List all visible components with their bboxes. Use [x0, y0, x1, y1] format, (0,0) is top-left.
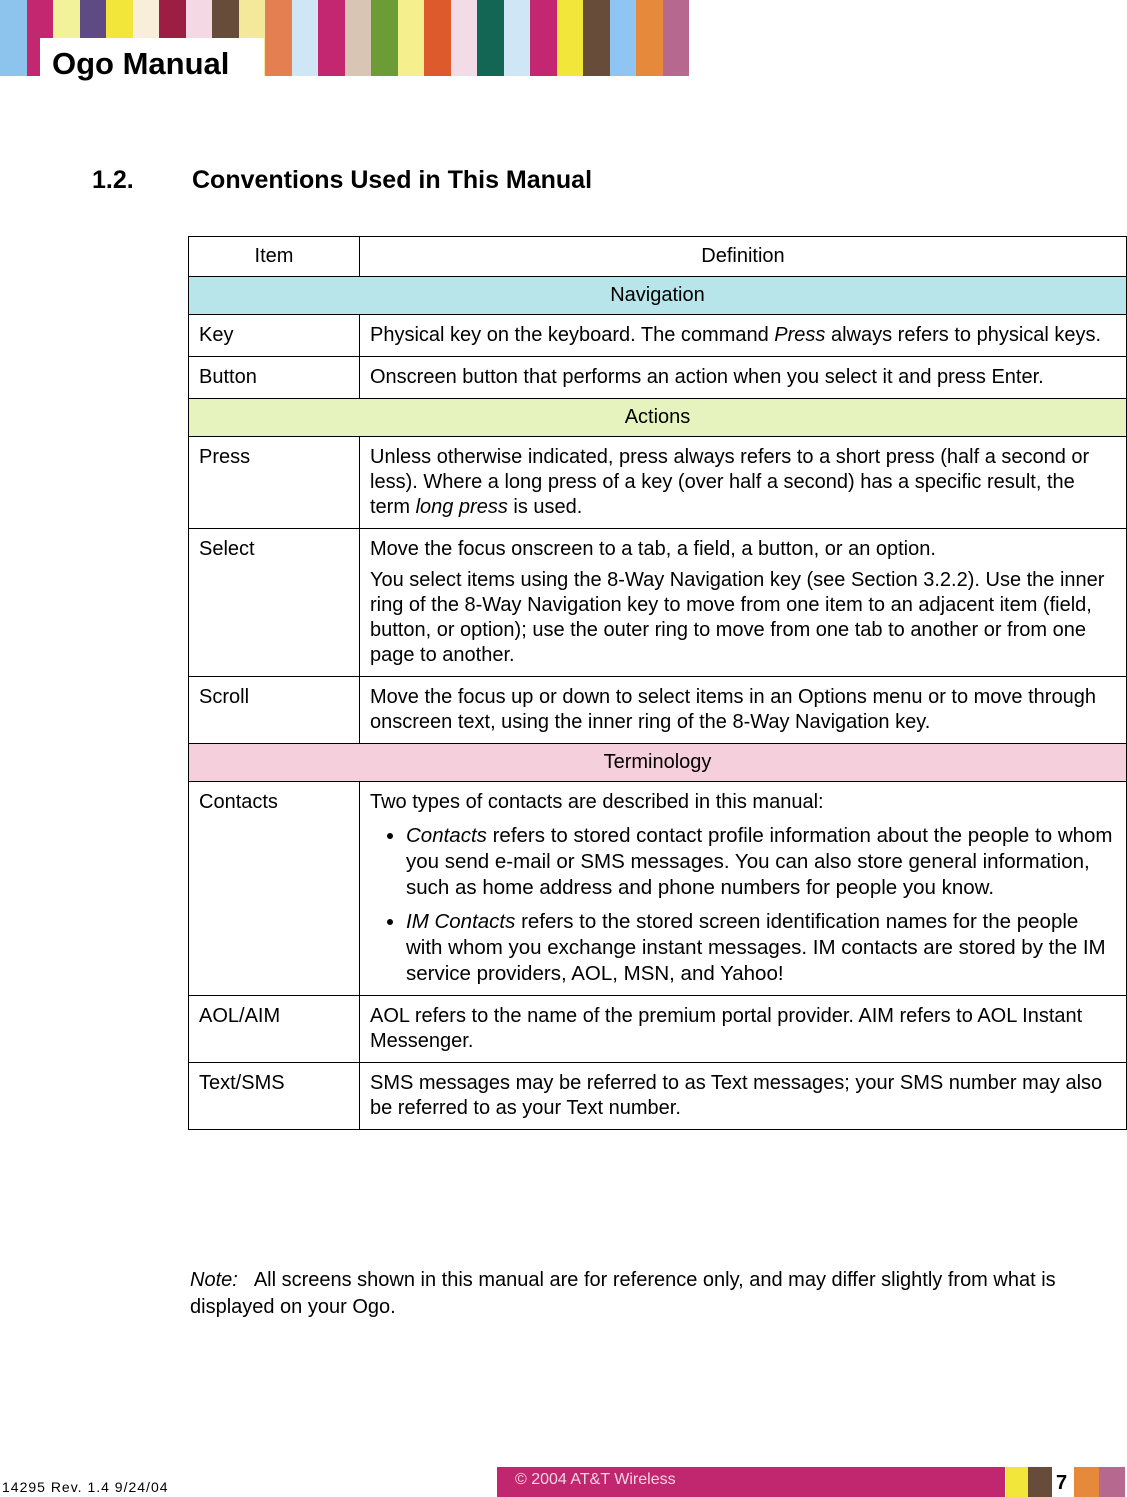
- definition-press: [360, 437, 1127, 529]
- definition-paragraph: Two types of contacts are described in this manual:: [370, 791, 824, 813]
- header-stripe: [557, 0, 584, 76]
- table-row: [189, 782, 1127, 996]
- header-stripe: [265, 0, 292, 76]
- table-row: [189, 315, 1127, 357]
- definition-text: refers to the stored screen identification names for the people with whom you exchange instant messages. IM contacts are stored by the IM service providers, AOL, MSN, and Yahoo!: [406, 910, 1106, 985]
- copyright-text: © 2004 AT&T Wireless: [515, 1471, 676, 1488]
- definition-text: Unless otherwise indicated, press always refers to a short press (half a second or less). Where a long press of a key (over half a second) has a specific result, the term: [370, 446, 1090, 518]
- table-row: [189, 357, 1127, 399]
- table-header-row: [189, 237, 1127, 277]
- conventions-table: [188, 236, 1127, 1130]
- table-row: [189, 437, 1127, 529]
- manual-title-logo: Ogo Manual: [52, 46, 230, 81]
- header-stripe: [663, 0, 690, 76]
- group-label-terminology: Terminology: [189, 744, 1127, 782]
- group-row-terminology: [189, 744, 1127, 782]
- table-row: [189, 996, 1127, 1063]
- definition-emphasis: IM Contacts: [406, 910, 516, 933]
- item-press: Press: [189, 437, 360, 529]
- definition-text: is used.: [507, 496, 583, 518]
- footer-square-1: [1006, 1467, 1028, 1497]
- section-number: 1.2.: [92, 166, 134, 194]
- definition-contacts: [360, 782, 1127, 996]
- definition-text: Physical key on the keyboard. The command: [370, 324, 775, 346]
- definition-text: refers to stored contact profile information about the people to whom you send e-mail or SMS messages. You can also store general information, such as home address and phone numbers for people you know.: [406, 824, 1113, 899]
- table-row: [189, 529, 1127, 677]
- item-button: Button: [189, 357, 360, 399]
- header-stripe: [530, 0, 557, 76]
- table-row: [189, 1063, 1127, 1130]
- footer-square-4: [1099, 1467, 1125, 1497]
- section-heading: [92, 166, 592, 195]
- definition-key: [360, 315, 1127, 357]
- header-stripe: [504, 0, 531, 76]
- note-text: All screens shown in this manual are for reference only, and may differ slightly from what is displayed on your Ogo.: [190, 1269, 1056, 1318]
- header-stripe: [0, 0, 27, 76]
- note-label: Note:: [190, 1269, 238, 1291]
- footer-square-2: [1028, 1467, 1052, 1497]
- group-label-actions: Actions: [189, 399, 1127, 437]
- header-stripe: [398, 0, 425, 76]
- section-title: Conventions Used in This Manual: [192, 166, 593, 194]
- header-stripe: [345, 0, 372, 76]
- definition-aol-aim: AOL refers to the name of the premium portal provider. AIM refers to AOL Instant Messenger.: [360, 996, 1127, 1063]
- item-contacts: Contacts: [189, 782, 360, 996]
- group-row-actions: [189, 399, 1127, 437]
- header-stripe: [371, 0, 398, 76]
- page-number: 7: [1056, 1472, 1068, 1494]
- header-stripe: [477, 0, 504, 76]
- table-row: [189, 677, 1127, 744]
- header-stripe: [636, 0, 663, 76]
- header-stripe: [292, 0, 319, 76]
- item-key: Key: [189, 315, 360, 357]
- header-stripe: [583, 0, 610, 76]
- definition-paragraph: You select items using the 8-Way Navigation key (see Section 3.2.2). Use the inner ring of the 8-Way Navigation key to move from one item to an adjacent item (field, button, or option); use the outer ring to move from one tab to another or from one page to another.: [370, 569, 1105, 666]
- header-stripe: [424, 0, 451, 76]
- item-text-sms: Text/SMS: [189, 1063, 360, 1130]
- item-aol-aim: AOL/AIM: [189, 996, 360, 1063]
- header-stripe: [318, 0, 345, 76]
- column-header-definition: Definition: [360, 237, 1127, 277]
- header-stripe: [610, 0, 637, 76]
- definition-paragraph: Move the focus onscreen to a tab, a field, a button, or an option.: [370, 538, 936, 560]
- revision-info: 14295 Rev. 1.4 9/24/04: [2, 1479, 169, 1495]
- contacts-bullet-list: [370, 823, 1116, 987]
- definition-emphasis: long press: [415, 496, 508, 518]
- column-header-item: Item: [189, 237, 360, 277]
- definition-button: Onscreen button that performs an action when you select it and press Enter.: [360, 357, 1127, 399]
- list-item: [406, 823, 1116, 901]
- list-item: [406, 909, 1116, 987]
- group-row-navigation: [189, 277, 1127, 315]
- note-paragraph: [190, 1267, 1120, 1321]
- item-scroll: Scroll: [189, 677, 360, 744]
- group-label-navigation: Navigation: [189, 277, 1127, 315]
- footer-square-3: [1074, 1467, 1099, 1497]
- definition-emphasis: Press: [774, 324, 826, 346]
- header-stripe: [451, 0, 478, 76]
- definition-text-sms: SMS messages may be referred to as Text messages; your SMS number may also be referred to as your Text number.: [360, 1063, 1127, 1130]
- item-select: Select: [189, 529, 360, 677]
- definition-text: always refers to physical keys.: [825, 324, 1102, 346]
- definition-select: [360, 529, 1127, 677]
- definition-scroll: Move the focus up or down to select items in an Options menu or to move through onscreen text, using the inner ring of the 8-Way Navigation key.: [360, 677, 1127, 744]
- definition-emphasis: Contacts: [406, 824, 487, 847]
